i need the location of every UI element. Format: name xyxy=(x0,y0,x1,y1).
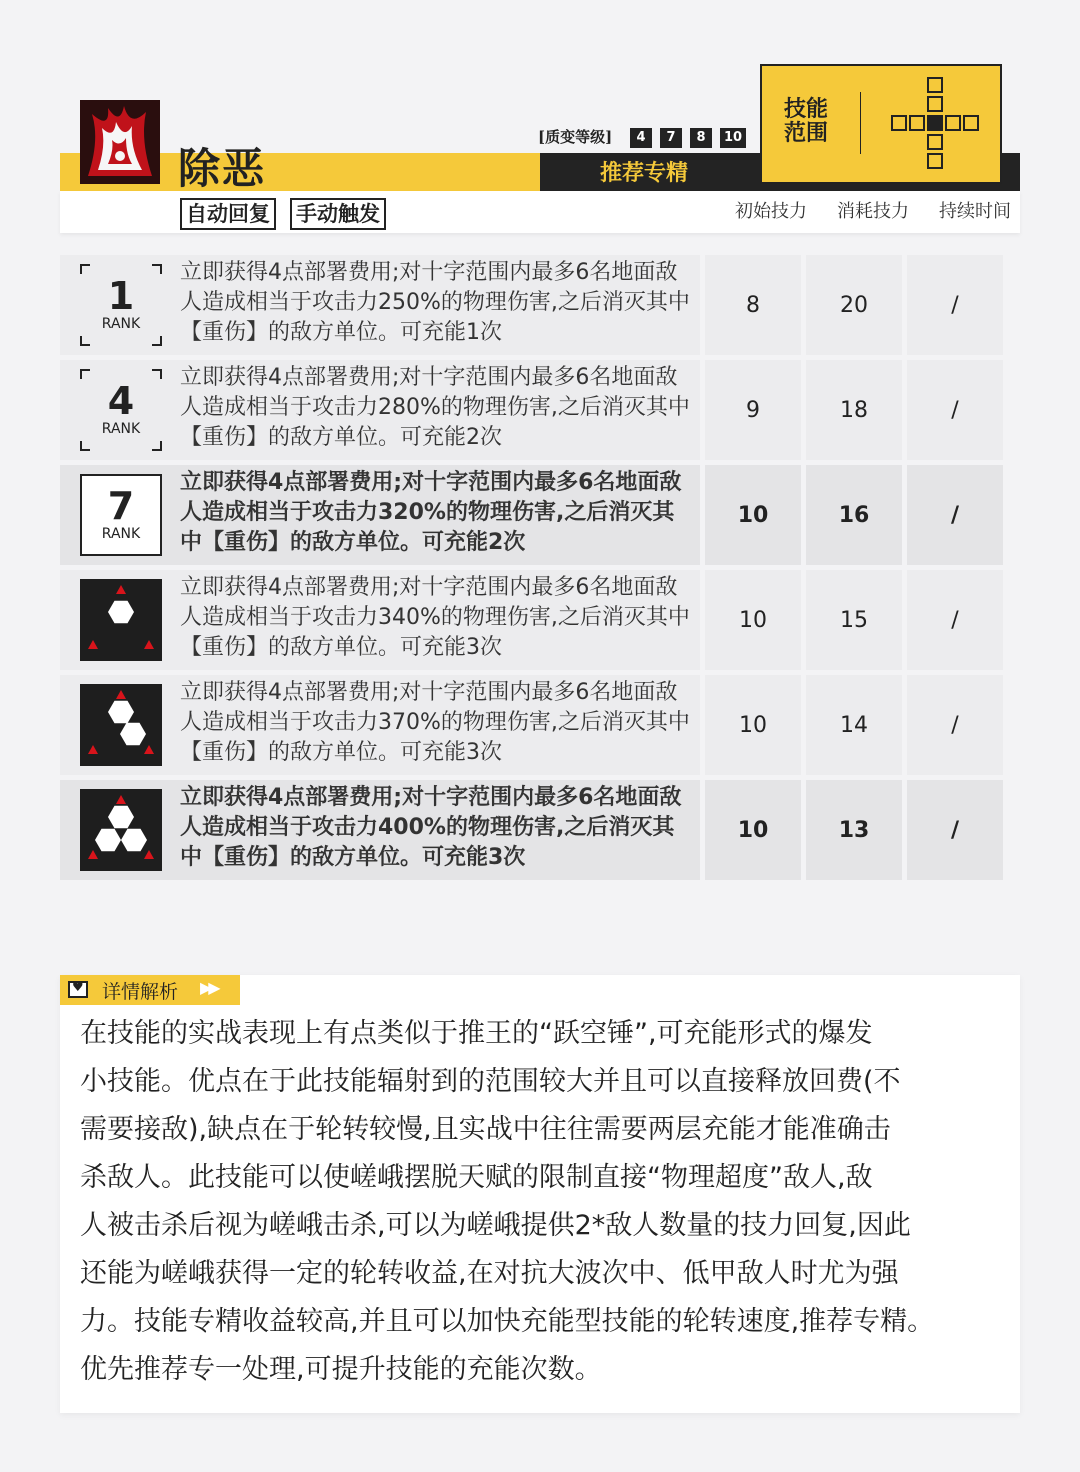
rank-label: RANK xyxy=(101,316,141,332)
skill-description-cell xyxy=(60,675,700,775)
range-divider xyxy=(860,92,861,154)
skill-description: 立即获得4点部署费用;对十字范围内最多6名地面敌人造成相当于攻击力250%的物理伤害,之后消灭其中【重伤】的敌方单位。可充能1次 xyxy=(180,260,690,345)
trigger-tag-activation: 手动触发 xyxy=(290,198,386,230)
mastery-badge-icon xyxy=(80,789,162,871)
mastery-level-badge: 4 xyxy=(630,128,652,148)
range-cell xyxy=(928,154,942,168)
column-header-sp-cost: 消耗技力 xyxy=(837,201,909,222)
rank-label: RANK xyxy=(101,526,141,542)
rank-badge xyxy=(80,369,162,451)
range-cell xyxy=(910,116,924,130)
skill-range-panel xyxy=(760,64,1002,184)
mastery-level-badge: 7 xyxy=(660,128,682,148)
sp-cost-cell: 18 xyxy=(806,360,902,460)
initial-sp-cell: 10 xyxy=(705,570,801,670)
duration-cell: / xyxy=(907,570,1003,670)
skill-level-table xyxy=(60,255,1020,885)
flame-crest-icon xyxy=(80,100,160,184)
skill-header xyxy=(60,60,1020,235)
range-cell xyxy=(928,116,942,130)
duration-cell: / xyxy=(907,465,1003,565)
analysis-tab xyxy=(60,975,240,1005)
analysis-line: 杀敌人。此技能可以使嵯峨摆脱天赋的限制直接“物理超度”敌人,敌 xyxy=(80,1162,873,1193)
range-cell xyxy=(928,78,942,92)
rank-badge xyxy=(80,264,162,346)
mastery-level-list xyxy=(630,128,746,148)
badge-corner xyxy=(80,264,90,274)
duration-cell: / xyxy=(907,255,1003,355)
range-cell xyxy=(946,116,960,130)
skill-description: 立即获得4点部署费用;对十字范围内最多6名地面敌人造成相当于攻击力280%的物理伤害,之后消灭其中【重伤】的敌方单位。可充能2次 xyxy=(180,365,690,450)
badge-corner xyxy=(80,336,90,346)
rank-label: RANK xyxy=(101,421,141,437)
range-cell xyxy=(892,116,906,130)
recommend-mastery-label: 推荐专精 xyxy=(600,161,689,186)
range-grid-icon xyxy=(882,76,992,176)
skill-description-cell xyxy=(60,570,700,670)
sp-cost-cell: 15 xyxy=(806,570,902,670)
skill-description: 立即获得4点部署费用;对十字范围内最多6名地面敌人造成相当于攻击力340%的物理伤害,之后消灭其中【重伤】的敌方单位。可充能3次 xyxy=(180,575,690,660)
sp-cost-cell: 20 xyxy=(806,255,902,355)
skill-description-cell xyxy=(60,360,700,460)
badge-corner xyxy=(152,441,162,451)
initial-sp-cell: 10 xyxy=(705,675,801,775)
skill-name: 除恶 xyxy=(178,144,267,193)
heart-icon xyxy=(68,981,88,998)
skill-description-cell xyxy=(60,255,700,355)
skill-level-row xyxy=(60,255,1020,355)
initial-sp-cell: 8 xyxy=(705,255,801,355)
analysis-text xyxy=(80,1010,1010,1394)
analysis-line: 还能为嵯峨获得一定的轮转收益,在对抗大波次中、低甲敌人时尤为强 xyxy=(80,1258,899,1289)
initial-sp-cell: 10 xyxy=(705,780,801,880)
column-header-initial-sp: 初始技力 xyxy=(735,201,807,222)
sp-cost-cell: 14 xyxy=(806,675,902,775)
badge-corner xyxy=(80,369,90,379)
range-cell xyxy=(928,97,942,111)
mastery-badge-icon xyxy=(80,579,162,661)
range-cell xyxy=(928,135,942,149)
badge-corner xyxy=(152,369,162,379)
mastery-badge-icon xyxy=(80,684,162,766)
rank-number: 7 xyxy=(107,484,135,528)
rank-number: 1 xyxy=(107,274,135,318)
skill-level-row xyxy=(60,465,1020,565)
skill-level-row xyxy=(60,780,1020,880)
mastery-level-badge: 8 xyxy=(690,128,712,148)
duration-cell: / xyxy=(907,675,1003,775)
range-cell xyxy=(964,116,978,130)
badge-corner xyxy=(152,264,162,274)
analysis-line: 优先推荐专一处理,可提升技能的充能次数。 xyxy=(80,1354,602,1385)
column-header-duration: 持续时间 xyxy=(939,201,1011,222)
rank-number: 4 xyxy=(107,379,135,423)
rank-badge xyxy=(80,474,162,556)
duration-cell: / xyxy=(907,360,1003,460)
skill-level-row xyxy=(60,675,1020,775)
initial-sp-cell: 9 xyxy=(705,360,801,460)
mastery-level-label: [质变等级] xyxy=(538,128,613,146)
skill-level-row xyxy=(60,360,1020,460)
analysis-line: 力。技能专精收益较高,并且可以加快充能型技能的轮转速度,推荐专精。 xyxy=(80,1306,935,1337)
skill-description: 立即获得4点部署费用;对十字范围内最多6名地面敌人造成相当于攻击力320%的物理伤害,之后消灭其中【重伤】的敌方单位。可充能2次 xyxy=(180,470,682,555)
badge-corner xyxy=(80,441,90,451)
analysis-line: 人被击杀后视为嵯峨击杀,可以为嵯峨提供2*敌人数量的技力回复,因此 xyxy=(80,1210,911,1241)
skill-range-label: 技能范围 xyxy=(784,97,829,146)
column-headers xyxy=(720,198,1026,226)
badge-corner xyxy=(152,336,162,346)
duration-cell: / xyxy=(907,780,1003,880)
skill-description: 立即获得4点部署费用;对十字范围内最多6名地面敌人造成相当于攻击力400%的物理伤害,之后消灭其中【重伤】的敌方单位。可充能3次 xyxy=(180,785,682,870)
initial-sp-cell: 10 xyxy=(705,465,801,565)
analysis-line: 需要接敌),缺点在于轮转较慢,且实战中往往需要两层充能才能准确击 xyxy=(80,1114,891,1145)
skill-description-cell xyxy=(60,780,700,880)
skill-description-cell xyxy=(60,465,700,565)
sp-cost-cell: 16 xyxy=(806,465,902,565)
trigger-tag-sp-recovery: 自动回复 xyxy=(180,198,276,230)
analysis-title: 详情解析 xyxy=(102,981,179,1003)
trigger-tags xyxy=(180,198,386,230)
mastery-level-badge: 10 xyxy=(720,128,746,148)
analysis-line: 在技能的实战表现上有点类似于推王的“跃空锤”,可充能形式的爆发 xyxy=(80,1018,873,1049)
fast-forward-icon: ▶▶ xyxy=(200,978,217,997)
skill-description: 立即获得4点部署费用;对十字范围内最多6名地面敌人造成相当于攻击力370%的物理伤害,之后消灭其中【重伤】的敌方单位。可充能3次 xyxy=(180,680,690,765)
skill-level-row xyxy=(60,570,1020,670)
analysis-line: 小技能。优点在于此技能辐射到的范围较大并且可以直接释放回费(不 xyxy=(80,1066,901,1097)
sp-cost-cell: 13 xyxy=(806,780,902,880)
